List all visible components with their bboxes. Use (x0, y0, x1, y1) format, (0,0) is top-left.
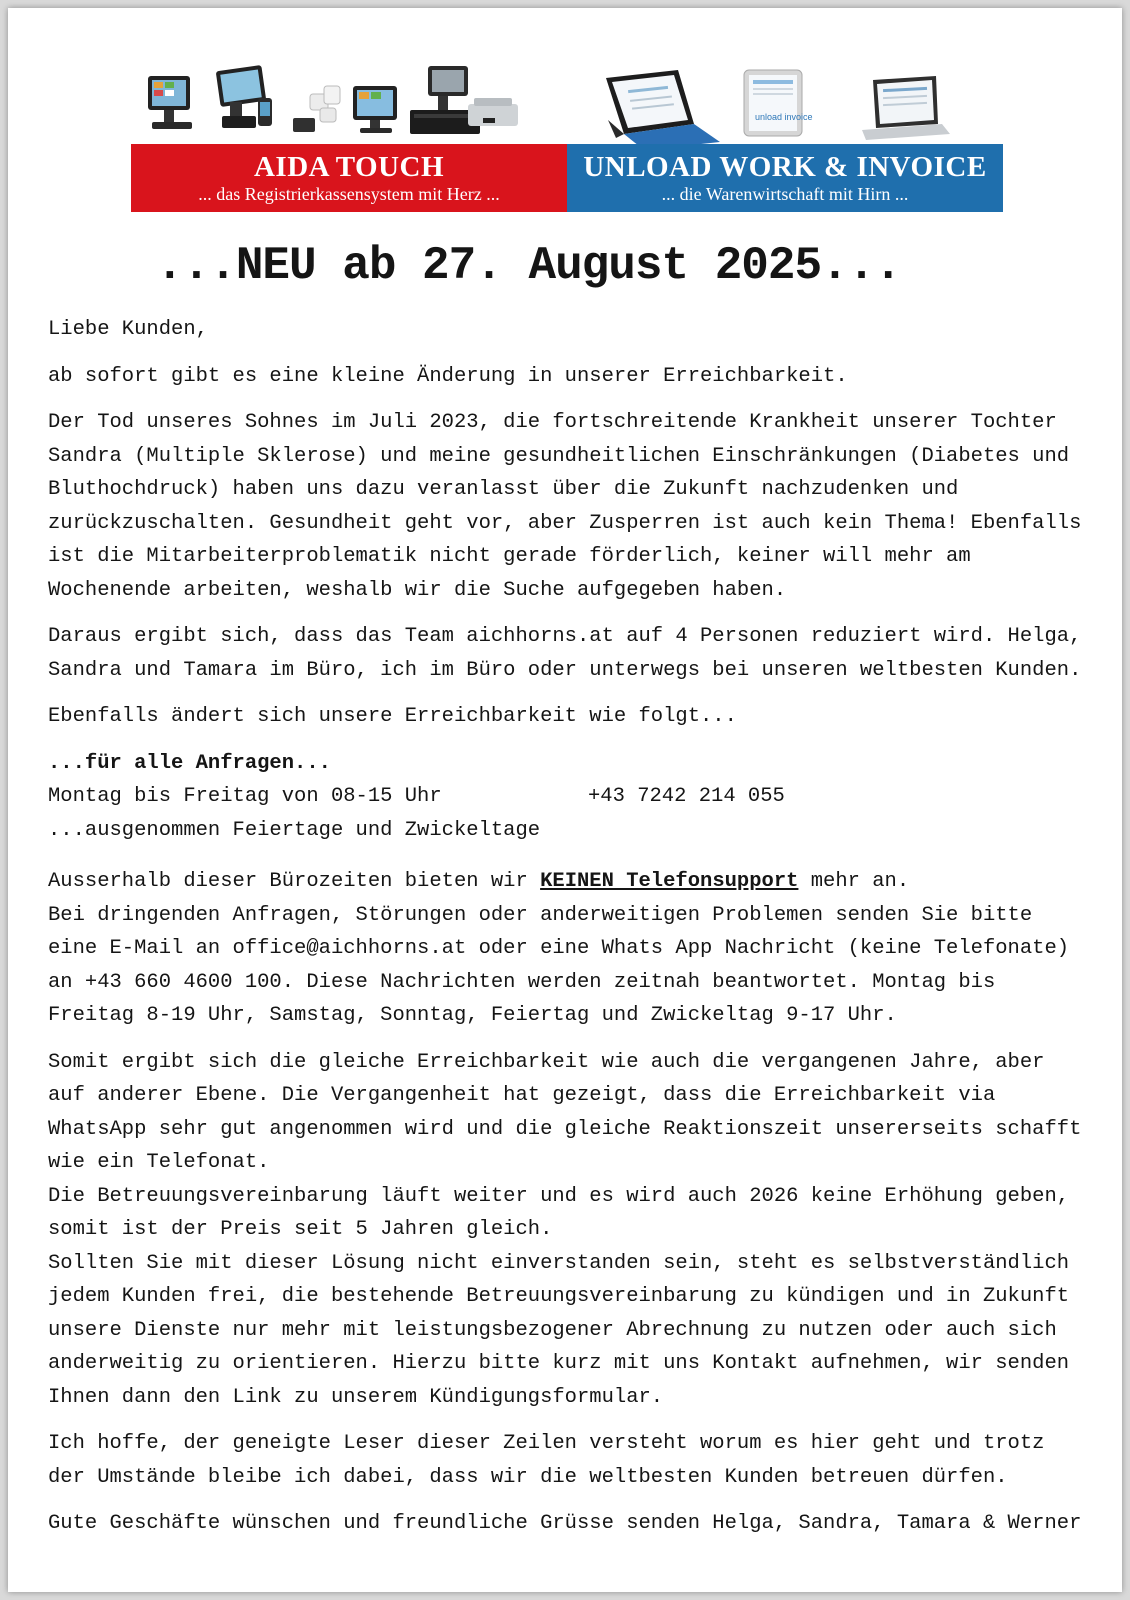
ipad-image (744, 70, 813, 136)
hours-note: ...ausgenommen Feiertage und Zwickeltage (48, 818, 541, 842)
aida-touch-title: AIDA TOUCH (253, 151, 445, 183)
product-images (138, 58, 1008, 153)
support-text: Ausserhalb dieser Bürozeiten bieten wir (48, 870, 541, 893)
support-notice (48, 865, 1093, 899)
paragraph: Somit ergibt sich die gleiche Erreichbarkeit wie auch die vergangenen Jahre, aber auf anderer Ebene. Die Vergangenheit hat gezeigt, dass die Erreichbarkeit via WhatsApp sehr gut angenommen wird und die gleiche Reaktionszeit unsererseits schafft wie ein Telefonat. (48, 1050, 1082, 1174)
paragraph: Bei dringenden Anfragen, Störungen oder anderweitigen Problemen senden Sie bitte eine E-Mail an office@aichhorns.at oder eine Whats App Nachricht (keine Telefonate) an +43 660 4600 100. Diese Nachrichten werden zeitnah beantwortet. Montag bis Freitag 8-19 Uhr, Samstag, Sonntag, Feiertag und Zwickeltag 9-17 Uhr. (48, 903, 1070, 1027)
closing: Gute Geschäfte wünschen und freundliche Grüsse senden Helga, Sandra, Tamara & Werner (48, 1512, 1082, 1535)
pos-terminal-image (216, 65, 272, 128)
receipt-printer-image (293, 86, 340, 132)
pos-terminal-image (148, 76, 192, 129)
page-title: ...NEU ab 27. August 2025... (156, 240, 901, 292)
paragraph: Sollten Sie mit dieser Lösung nicht einverstanden sein, steht es selbstverständlich jedem Kunden frei, die bestehende Betreuungsvereinbarung zu kündigen und in Zukunft unsere Dienste nur mehr mit leistungsbezogener Abrechnung zu nutzen oder auch sich anderweitig zu orientieren. Hierzu bitte kurz mit uns Kontakt aufnehmen, wir senden Ihnen dann den Link zu unserem Kündigungsformular. (48, 1251, 1070, 1409)
tablet-image (606, 70, 720, 150)
requests-heading: ...für alle Anfragen... (48, 751, 331, 775)
paragraph: Ich hoffe, der geneigte Leser dieser Zeilen versteht worum es hier geht und trotz der Umstände bleibe ich dabei, dass wir die weltbesten Kunden betreuen dürfen. (48, 1432, 1045, 1489)
office-hours: Montag bis Freitag von 08-15 Uhr (48, 785, 442, 808)
brand-banner (131, 144, 1003, 212)
letter-page (8, 8, 1122, 1592)
paragraph: Der Tod unseres Sohnes im Juli 2023, die fortschreitende Krankheit unserer Tochter Sandra (Multiple Sklerose) und meine gesundheitlichen Einschränkungen (Diabetes und Bluthochdruck) haben uns dazu veranlasst über die Zukunft nachzudenken und zurückzuschalten. Gesundheit geht vor, aber Zusperren ist auch kein Thema! Ebenfalls ist die Mitarbeiterproblematik nicht gerade förderlich, keiner will mehr am Wochenende arbeiten, weshalb wir die Suche aufgegeben haben. (48, 411, 1082, 602)
unload-slogan: ... die Warenwirtschaft mit Hirn ... (661, 184, 909, 204)
aida-touch-banner (131, 144, 567, 212)
tablet-brand-label: unload invoice (755, 112, 813, 122)
letter-body (48, 313, 1093, 1554)
paragraph: Daraus ergibt sich, dass das Team aichhorns.at auf 4 Personen reduziert wird. Helga, Sandra und Tamara im Büro, ich im Büro oder unterwegs bei unseren weltbesten Kunden. (48, 625, 1082, 682)
laptop-image (862, 76, 950, 140)
phone-number: +43 7242 214 055 (588, 785, 785, 808)
greeting: Liebe Kunden, (48, 318, 208, 341)
support-text: mehr an. (798, 870, 910, 893)
unload-title: UNLOAD WORK & INVOICE (583, 151, 987, 183)
paragraph: ab sofort gibt es eine kleine Änderung in unserer Erreichbarkeit. (48, 364, 848, 388)
aida-touch-slogan: ... das Registrierkassensystem mit Herz ... (198, 184, 500, 204)
paragraph: Ebenfalls ändert sich unsere Erreichbarkeit wie folgt... (48, 705, 737, 728)
contact-hours-row (48, 780, 1093, 814)
no-phone-support-emphasis: KEINEN Telefonsupport (540, 870, 799, 893)
paragraph: Die Betreuungsvereinbarung läuft weiter und es wird auch 2026 keine Erhöhung geben, somit ist der Preis seit 5 Jahren gleich. (48, 1184, 1070, 1241)
unload-banner (567, 144, 1003, 212)
pos-terminal-image (353, 86, 397, 133)
pos-cash-drawer-image (410, 66, 518, 134)
